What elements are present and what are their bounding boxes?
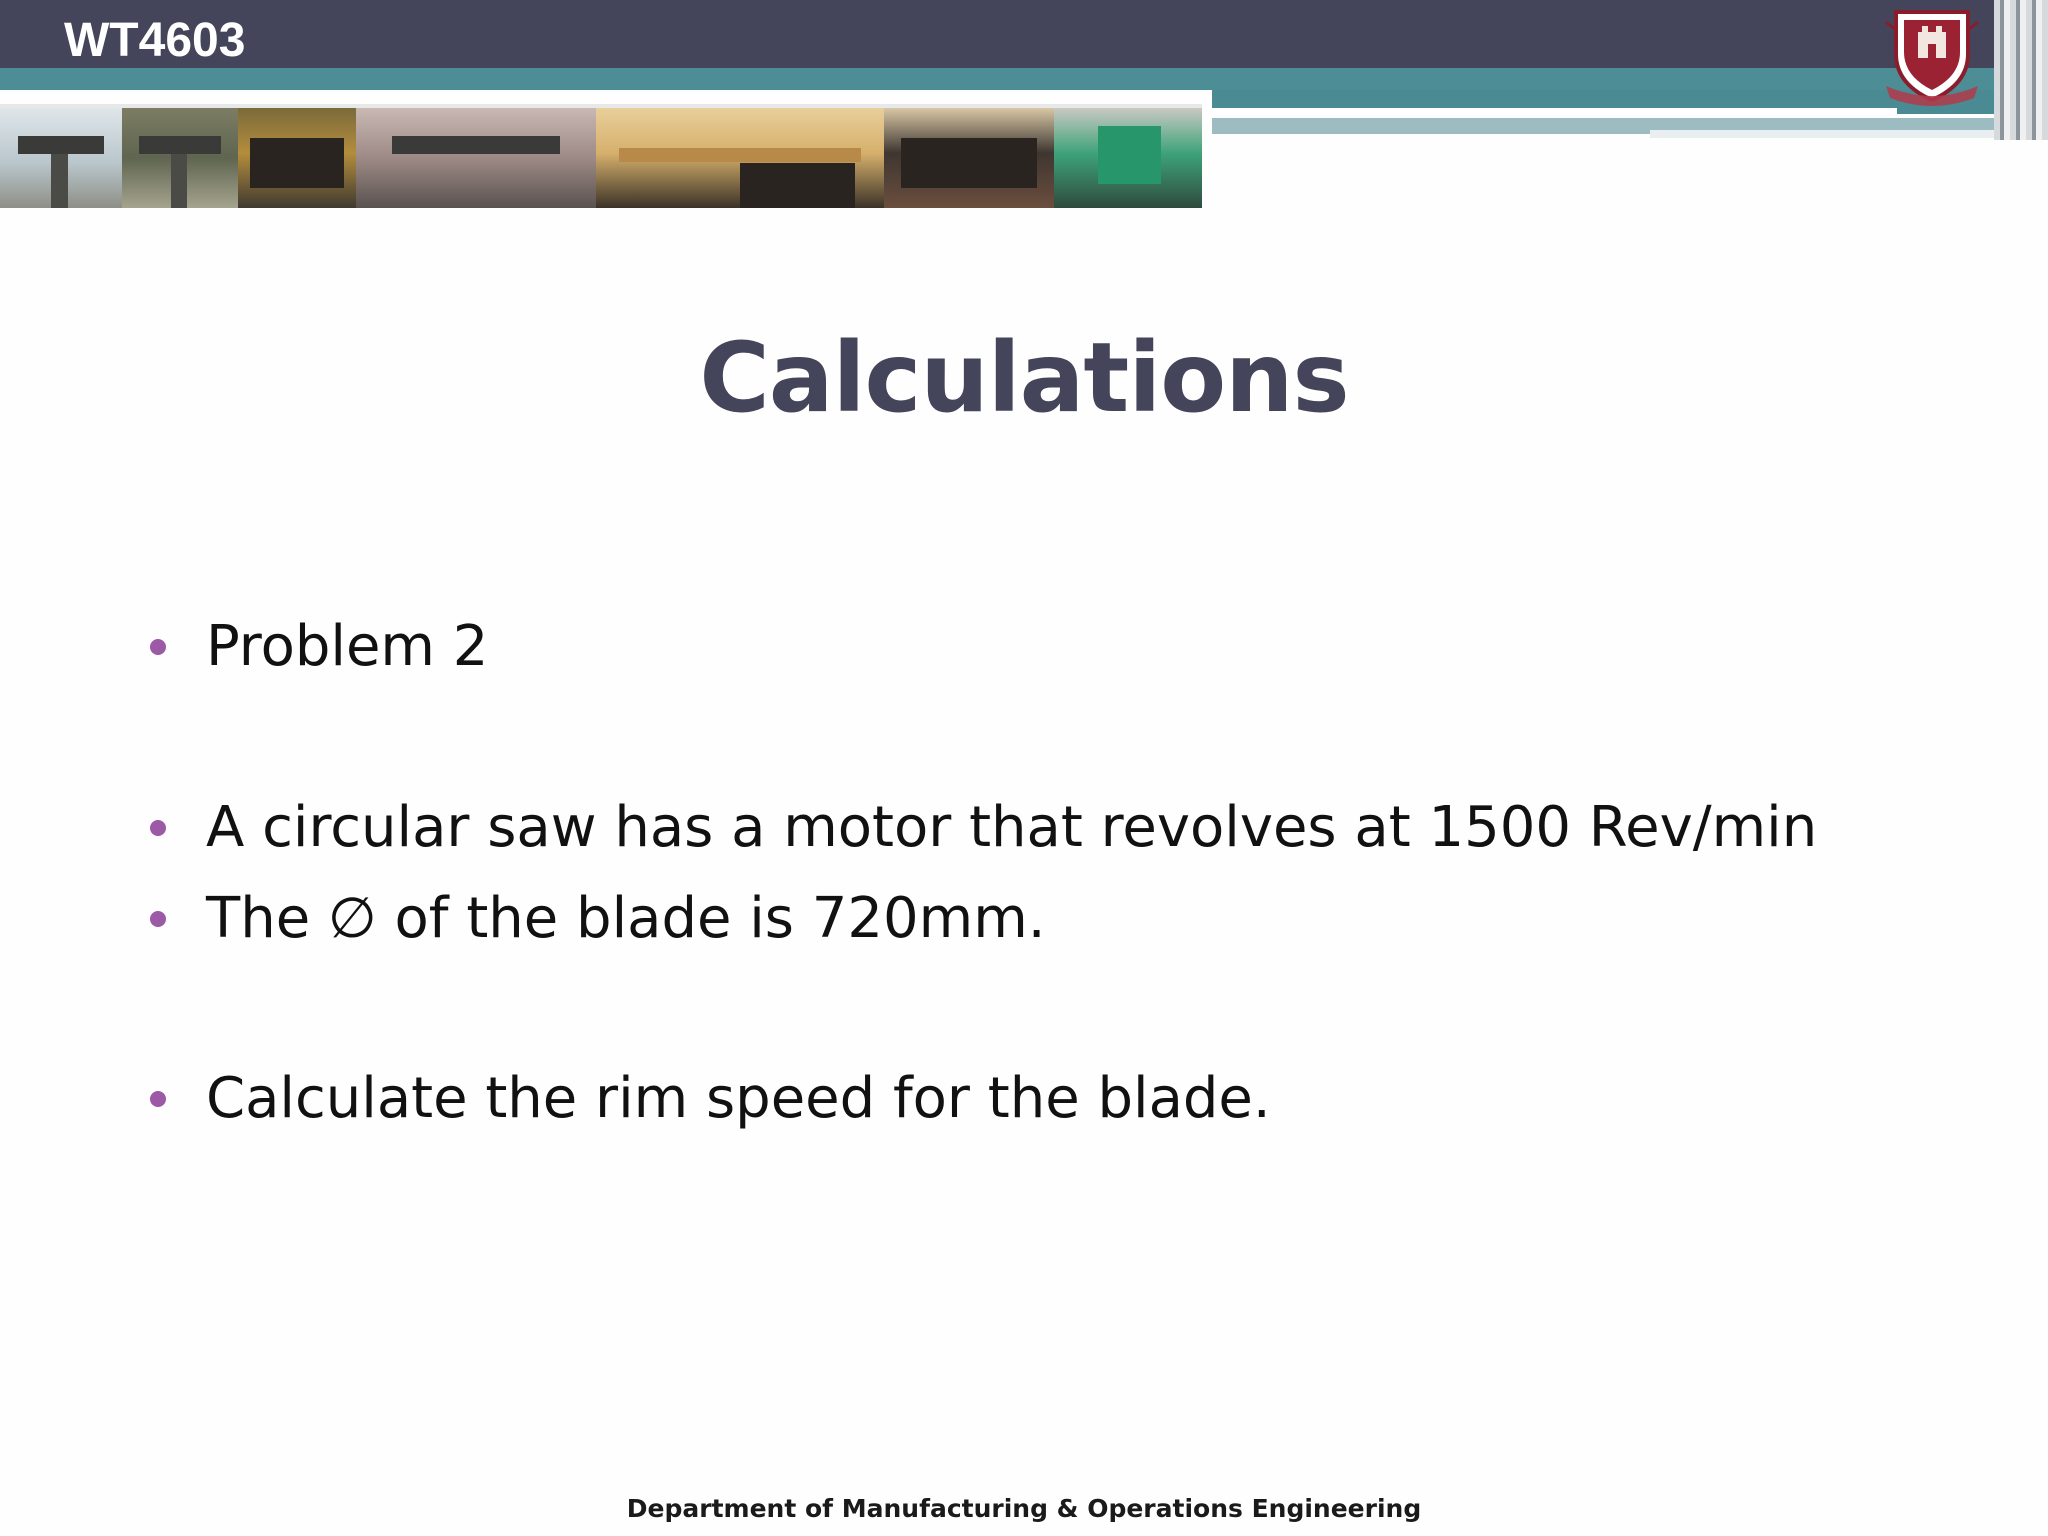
bullet-text: A circular saw has a motor that revolves at 1500 Rev/min <box>206 795 1818 860</box>
bullet-item <box>150 1064 1271 1134</box>
bullet-dot-icon <box>150 911 166 927</box>
bullet-dot-icon <box>150 639 166 655</box>
bullet-item <box>150 612 488 682</box>
footer-department: Department of Manufacturing & Operations Engineering <box>626 1494 1422 1523</box>
course-code: WT4603 <box>64 14 246 67</box>
bullet-dot-icon <box>150 820 166 836</box>
bullet-item <box>150 884 1046 954</box>
bullet-dot-icon <box>150 1091 166 1107</box>
bullet-text: The ∅ of the blade is 720mm. <box>206 886 1046 951</box>
bullet-text: Problem 2 <box>206 614 489 679</box>
slide-title: Calculations <box>699 322 1349 434</box>
bullet-text: Calculate the rim speed for the blade. <box>206 1066 1271 1131</box>
bullet-item <box>150 793 1817 863</box>
